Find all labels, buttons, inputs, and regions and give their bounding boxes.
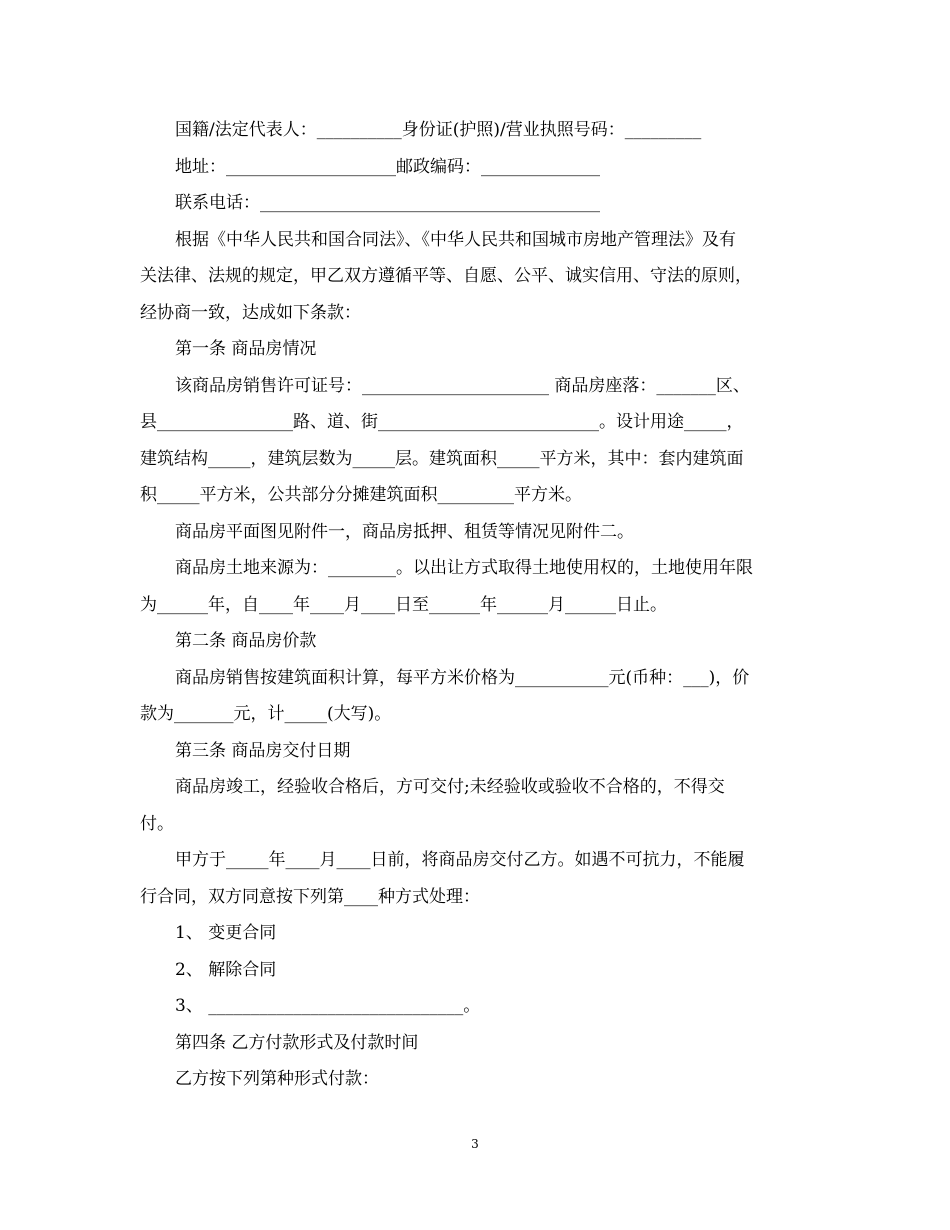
article-4-heading: 第四条 乙方付款形式及付款时间 (175, 1032, 419, 1053)
preamble-line-1: 根据《中华人民共和国合同法》、《中华人民共和国城市房地产管理法》及有 (175, 229, 736, 250)
article-1-line-4: 积_____平方米，公共部分分摊建筑面积_________平方米。 (140, 485, 582, 505)
party-phone-line: 联系电话：________________________________________ (175, 193, 600, 213)
article-1-attachments: 商品房平面图见附件一，商品房抵押、租赁等情况见附件二。 (175, 521, 634, 542)
page-number: 3 (471, 1137, 479, 1151)
option-item-1: 1、 变更合同 (175, 923, 277, 943)
party-address-line: 地址：____________________邮政编码：______________ (175, 156, 600, 177)
article-1-line-3: 建筑结构_____，建筑层数为_____层。建筑面积_____平方米，其中：套内建筑面 (140, 448, 744, 469)
delivery-date-line-1: 甲方于_____年____月____日前，将商品房交付乙方。如遇不可抗力，不能履 (175, 850, 745, 870)
delivery-date-line-2: 行合同，双方同意按下列第____种方式处理： (140, 886, 480, 907)
article-2-line-2: 款为_______元，计_____(大写)。 (140, 704, 392, 724)
article-1-heading: 第一条 商品房情况 (175, 339, 317, 359)
preamble-line-2: 关法律、法规的规定，甲乙双方遵循平等、自愿、公平、诚实信用、守法的原则， (140, 266, 752, 286)
article-2-line-1: 商品房销售按建筑面积计算，每平方米价格为___________元(币种：___)，价 (175, 667, 750, 688)
article-3-line-1: 商品房竣工，经验收合格后，方可交付;未经验收或验收不合格的，不得交 (175, 777, 725, 797)
article-3-line-2: 付。 (140, 813, 174, 834)
article-1-line-2: 县________________路、道、街__________________________。设计用途_____， (140, 412, 744, 432)
land-source-line-2: 为______年，自____年____月____日至______年______月______日止。 (140, 594, 667, 615)
preamble-line-3: 经协商一致，达成如下条款： (140, 302, 361, 323)
article-3-heading: 第三条 商品房交付日期 (175, 740, 351, 761)
article-4-line-1: 乙方按下列第种形式付款： (175, 1069, 379, 1089)
land-source-line-1: 商品房土地来源为：________。以出让方式取得土地使用权的，土地使用年限 (175, 558, 753, 578)
party-nationality-line: 国籍/法定代表人：__________身份证(护照)/营业执照号码：_________ (175, 120, 702, 140)
article-2-heading: 第二条 商品房价款 (175, 631, 317, 651)
document-body (140, 112, 812, 1098)
option-item-2: 2、 解除合同 (175, 959, 277, 980)
option-item-3: 3、 ______________________________。 (175, 996, 481, 1016)
article-1-line-1: 该商品房销售许可证号：______________________ 商品房座落：_______区、 (175, 375, 750, 396)
